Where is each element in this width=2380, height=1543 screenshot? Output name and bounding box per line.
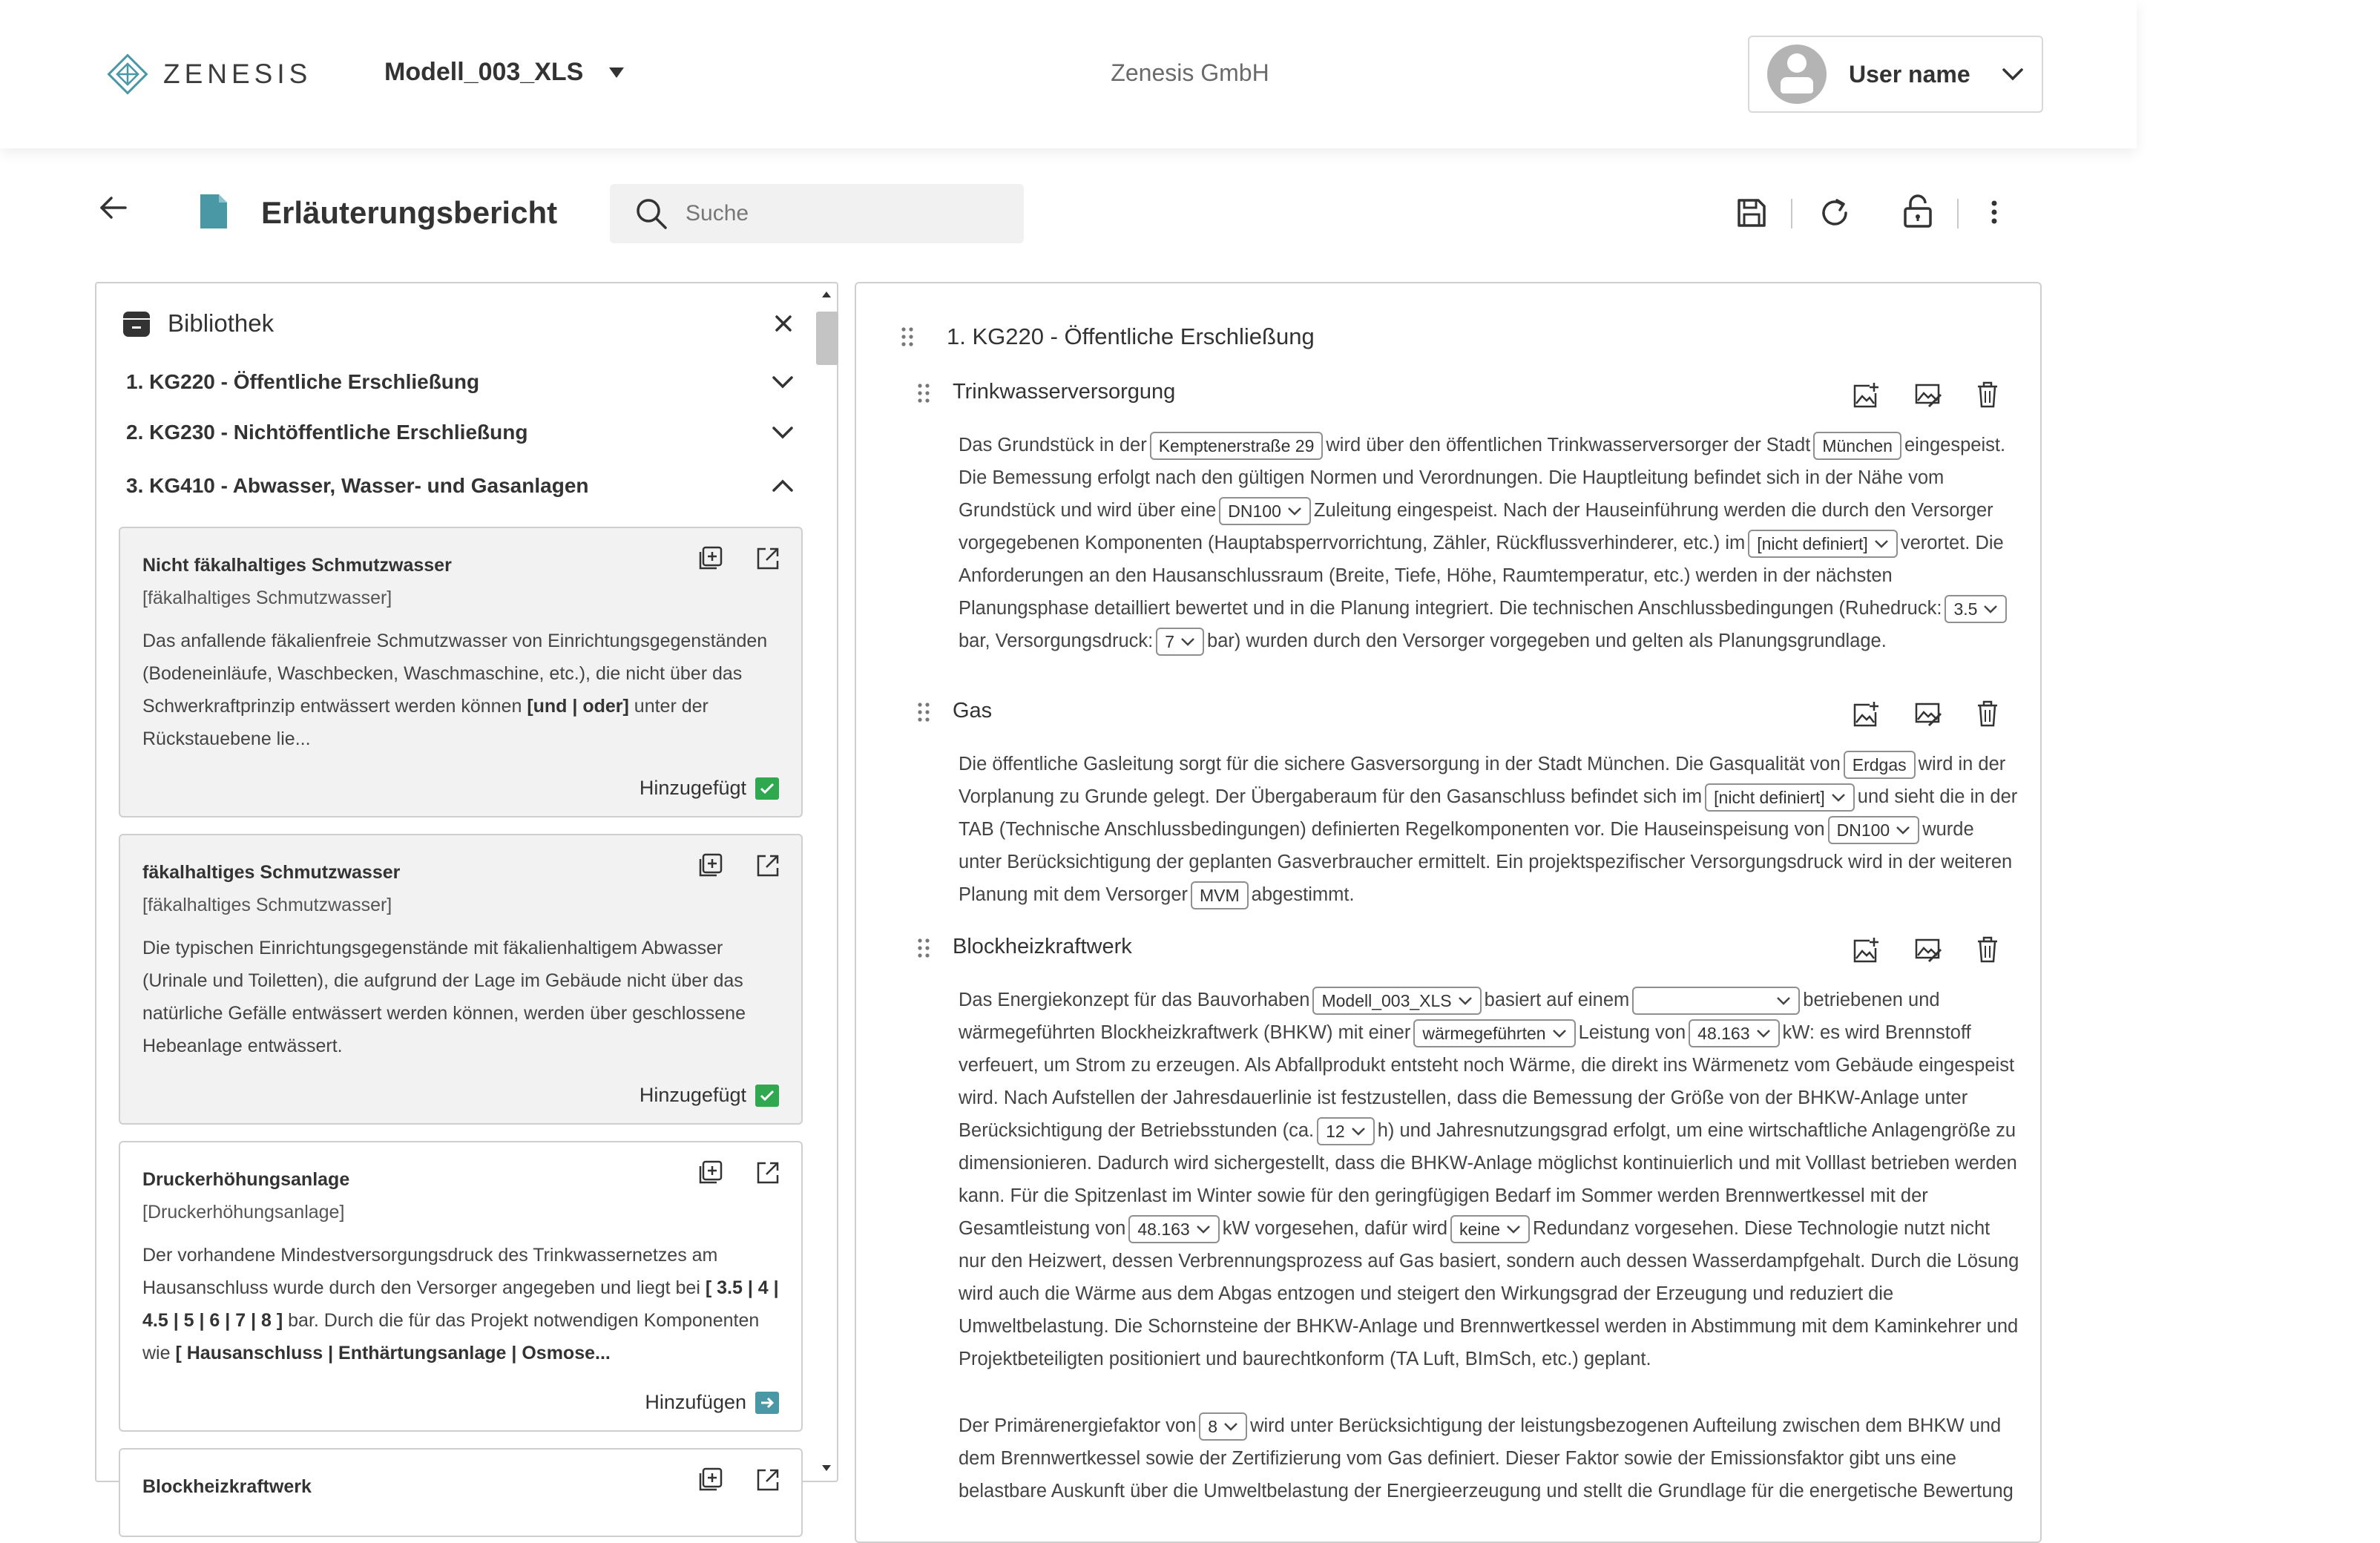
search-icon [635, 197, 668, 230]
library-card [119, 1448, 803, 1537]
back-button[interactable] [99, 196, 128, 223]
library-card [119, 834, 803, 1125]
select-chip[interactable]: DN100 [1219, 497, 1311, 525]
chevron-down-icon [1896, 826, 1910, 835]
text-chip[interactable]: Kemptenerstraße 29 [1150, 432, 1324, 460]
library-header [122, 309, 274, 338]
add-label: Hinzufügen [645, 1391, 746, 1413]
toolbar-divider [1791, 199, 1792, 228]
chevron-down-icon [1983, 605, 1998, 613]
drag-handle-icon[interactable] [901, 326, 914, 347]
toolbar-divider [1957, 199, 1959, 228]
user-name: User name [1849, 60, 1970, 88]
logo-text: ZENESIS [163, 59, 312, 89]
card-tag: [fäkalhaltiges Schmutzwasser] [142, 895, 392, 915]
external-link-icon[interactable] [755, 546, 780, 571]
block-text: Das Energiekonzept für das Bauvorhaben Modell_003_XLS basiert auf einem betriebenen und wärmegeführten Blockheizkraftwerk (BHKW) mit einer wärmegeführten Leistung von 48.163 kW: es wird Brennstoff verfeuert, um Strom zu erzeugen. Als Abfallprodukt entsteht noch Wärme, die direkt ins Wärmenetz vom Gebäude eingespeist wird. Nach Aufstellen der Jahresdauerlinie ist festzustellen, dass die Bemessung der Größe von der BHKW-Anlage unter Berücksichtigung der Betriebsstunden (ca. 12 h) und Jahresnutzungsgrad erfolgt, um eine wirtschaftliche Anlagengröße zu dimensionieren. Dadurch wird sichergestellt, dass die BHKW-Anlage möglichst kontinuierlich und mit Volllast betrieben werden kann. Für die Spitzenlast im Winter sowie für den geringfügigen Bedarf im Sommer werden Brennwertkessel mit der Gesamtleistung von 48.163 kW vorgesehen, dafür wird keine Redundanz vorgesehen. Diese Technologie nutzt nicht nur den Heizwert, dessen Verbrennungsprozess auf Gas basiert, sondern auch dessen Wasserdampfgehalt. Durch die Lösung wird auch die Wärme aus dem Abgas entzogen und steigert den Wirkungsgrad der Erzeugung und reduziert die Umweltbelastung. Die Schornsteine der BHKW-Anlage und Brennwertkessel werden in Abstimmung mit dem Kaminkehrer und Projektbeteiligten positioniert und baurechtkonform (TA Luft, BImSch, etc.) geplant. [959, 984, 2019, 1375]
empty-select-chip[interactable] [1632, 987, 1800, 1015]
chevron-down-icon [1756, 1029, 1771, 1038]
block-text: Die öffentliche Gasleitung sorgt für die sichere Gasversorgung in der Stadt München. Die Gasqualität von Erdgas wird in der Vorplanung zu Grunde gelegt. Der Übergaberaum für den Gasanschluss befindet sich im [nicht definiert] und sieht die in der TAB (Technische Anschlussbedingungen) definierten Regelkomponenten vor. Die Hauseinspeisung von DN100 wurde unter Berücksichtigung der geplanten Gasverbraucher ermittelt. Ein projektspezifischer Versorgungsdruck wird in der weiteren Planung mit dem Versorger MVM abgestimmt. [959, 748, 2019, 911]
chevron-down-icon [1874, 539, 1889, 548]
select-chip[interactable]: [nicht definiert] [1705, 783, 1855, 812]
refresh-button[interactable] [1819, 197, 1850, 232]
block-text: Das Grundstück in der Kemptenerstraße 29 wird über den öffentlichen Trinkwasserversorger der Stadt München eingespeist. Die Bemessung erfolgt nach den gültigen Normen und Verordnungen. Die Hauptleitung befindet sich in der Nähe vom Grundstück und wird über eine DN100 Zuleitung eingespeist. Nach der Hauseinführung werden die durch den Versorger vorgegebenen Komponenten (Hauptabsperrvorrichtung, Zähler, Rückflussverhinderer, etc.) im [nicht definiert] verortet. Die Anforderungen an den Hausanschlussraum (Breite, Tiefe, Höhe, Raumtemperatur, etc.) werden in der nächsten Planungsphase detailliert bewertet und in die Planung integriert. Die technischen Anschlussbedingungen (Ruhedruck: 3.5 bar, Versorgungsdruck: 7 bar) wurden durch den Versorger vorgegeben und gelten als Planungsgrundlage. [959, 429, 2019, 657]
scroll-thumb[interactable] [816, 312, 838, 365]
external-link-icon[interactable] [755, 1160, 780, 1185]
add-image-icon[interactable] [1852, 700, 1880, 728]
library-card [119, 1141, 803, 1432]
check-icon [755, 777, 779, 800]
save-button[interactable] [1736, 197, 1767, 232]
block-actions [1852, 936, 1999, 964]
text-chip[interactable]: München [1813, 432, 1901, 460]
arrow-right-icon [755, 1392, 779, 1414]
library-scrollbar[interactable] [815, 285, 837, 1481]
arrow-left-icon [99, 196, 128, 220]
save-icon [1736, 197, 1767, 228]
card-body: Das anfallende fäkalienfreie Schmutzwasser von Einrichtungsgegenständen (Bodeneinläufe, Waschbecken, Waschmaschine, etc.), die nicht über das Schwerkraftprinzip entwässert werden können [und | oder] unter der Rückstauebene lie... [142, 631, 768, 749]
chevron-down-icon [1506, 1225, 1521, 1234]
copy-add-icon[interactable] [697, 546, 723, 571]
chevron-down-icon [772, 426, 794, 439]
replace-image-icon[interactable] [1914, 936, 1942, 964]
scroll-up-icon[interactable] [821, 291, 832, 298]
block-text: Der Primärenergiefaktor von 8 wird unter Berücksichtigung der leistungsbezogenen Aufteilung zwischen dem BHKW und dem Brennwertkessel sowie der Zertifizierung vom Gas definiert. Dieser Faktor sowie der Emissionsfaktor gibt uns eine belastbare Auskunft über die Umweltbelastung der Energieerzeugung und stellt die Grundlage für die energetische Bewertung [959, 1409, 2019, 1507]
chevron-down-icon [1552, 1029, 1567, 1038]
avatar [1767, 45, 1827, 104]
block-title: Gas [953, 699, 993, 723]
select-chip[interactable]: 48.163 [1689, 1019, 1779, 1047]
page-title: Erläuterungsbericht [261, 195, 558, 230]
chevron-down-icon [1458, 996, 1473, 1005]
accordion-kg410[interactable] [126, 474, 794, 498]
replace-image-icon[interactable] [1914, 700, 1942, 728]
status-label: Hinzugefügt [639, 1084, 746, 1106]
select-chip[interactable]: DN100 [1828, 816, 1920, 844]
editor-panel [855, 282, 2042, 1543]
card-tag: [fäkalhaltiges Schmutzwasser] [142, 588, 392, 608]
copy-add-icon[interactable] [697, 1160, 723, 1185]
select-chip[interactable]: 48.163 [1128, 1215, 1219, 1243]
delete-icon[interactable] [1976, 700, 1999, 727]
card-title: Druckerhöhungsanlage [142, 1169, 350, 1190]
status-label: Hinzugefügt [639, 777, 746, 799]
chevron-down-icon [1351, 1127, 1366, 1136]
select-chip[interactable]: 3.5 [1945, 595, 2007, 623]
chevron-down-icon [1831, 793, 1846, 802]
external-link-icon[interactable] [755, 1467, 780, 1493]
model-name: Modell_003_XLS [384, 58, 584, 86]
add-image-icon[interactable] [1852, 381, 1880, 409]
refresh-icon [1819, 197, 1850, 228]
library-panel [95, 282, 838, 1497]
search-input[interactable] [686, 201, 1012, 226]
accordion-kg230[interactable] [126, 421, 794, 444]
search-box[interactable] [610, 184, 1024, 243]
chevron-down-icon [1196, 1225, 1211, 1234]
select-chip[interactable]: Modell_003_XLS [1312, 987, 1481, 1015]
select-chip[interactable]: [nicht definiert] [1748, 530, 1898, 558]
add-image-icon[interactable] [1852, 936, 1880, 964]
card-body: Der vorhandene Mindestversorgungsdruck des Trinkwassernetzes am Hausanschluss wurde durch den Versorger angegeben und liegt bei [ 3.5 | 4 | 4.5 | 5 | 6 | 7 | 8 ] bar. Durch die für das Projekt notwendigen Komponenten wie [ Hausanschluss | Enthärtungsanlage | Osmose... [142, 1245, 779, 1363]
drag-handle-icon[interactable] [917, 383, 930, 404]
close-library-button[interactable] [775, 315, 792, 336]
accordion-label: 1. KG220 - Öffentliche Erschließung [126, 370, 480, 393]
chevron-down-icon [1180, 637, 1195, 646]
check-icon [755, 1085, 779, 1107]
scroll-down-icon[interactable] [821, 1464, 832, 1472]
text-chip[interactable]: Erdgas [1844, 751, 1916, 779]
card-title: Nicht fäkalhaltiges Schmutzwasser [142, 555, 452, 576]
more-vertical-icon [1990, 197, 1999, 227]
accordion-label: 3. KG410 - Abwasser, Wasser- und Gasanlagen [126, 474, 589, 497]
card-title: fäkalhaltiges Schmutzwasser [142, 862, 401, 883]
external-link-icon[interactable] [755, 853, 780, 878]
block-actions [1852, 700, 1999, 728]
chevron-down-icon [1287, 507, 1302, 516]
archive-icon [122, 309, 151, 338]
select-chip[interactable]: keine [1450, 1215, 1530, 1243]
chevron-up-icon [772, 479, 794, 493]
accordion-kg220[interactable] [126, 370, 794, 394]
chevron-down-icon [2002, 67, 2024, 82]
close-icon [775, 315, 792, 332]
add-button[interactable] [645, 1391, 779, 1414]
delete-icon[interactable] [1976, 936, 1999, 963]
library-title: Bibliothek [168, 309, 275, 337]
select-chip[interactable]: 12 [1317, 1117, 1375, 1145]
user-menu[interactable] [1748, 36, 2043, 113]
drag-handle-icon[interactable] [917, 938, 930, 958]
top-header [0, 0, 2137, 148]
accordion-label: 2. KG230 - Nichtöffentliche Erschließung [126, 421, 528, 444]
select-chip[interactable]: 8 [1199, 1412, 1247, 1441]
block-title: Blockheizkraftwerk [953, 935, 1132, 958]
select-chip[interactable]: 7 [1156, 628, 1204, 656]
select-chip[interactable]: wärmegeführten [1413, 1019, 1575, 1047]
company-name: Zenesis GmbH [1111, 59, 1269, 86]
added-status[interactable] [640, 777, 779, 800]
section-title: 1. KG220 - Öffentliche Erschließung [947, 323, 1315, 349]
text-chip[interactable]: MVM [1191, 881, 1249, 909]
copy-add-icon[interactable] [697, 853, 723, 878]
replace-image-icon[interactable] [1914, 381, 1942, 409]
unlock-button[interactable] [1902, 194, 1933, 232]
more-options-button[interactable] [1990, 197, 1999, 231]
card-title: Blockheizkraftwerk [142, 1476, 312, 1497]
drag-handle-icon[interactable] [917, 702, 930, 723]
document-icon [199, 193, 229, 234]
card-tag: [Druckerhöhungsanlage] [142, 1202, 345, 1223]
card-body: Die typischen Einrichtungsgegenstände mit fäkalienhaltigem Abwasser (Urinale und Toiletten), die aufgrund der Lage im Gebäude nicht über das natürliche Gefälle entwässert werden können, werden über geschlossene Hebeanlage entwässert. [142, 938, 746, 1056]
chevron-down-icon [772, 375, 794, 389]
unlock-icon [1902, 194, 1933, 228]
block-title: Trinkwasserversorgung [953, 380, 1176, 404]
library-card [119, 527, 803, 817]
chevron-down-icon [1223, 1422, 1238, 1431]
added-status[interactable] [640, 1084, 779, 1107]
copy-add-icon[interactable] [697, 1467, 723, 1493]
delete-icon[interactable] [1976, 381, 1999, 408]
block-actions [1852, 381, 1999, 409]
chevron-down-icon [1776, 996, 1791, 1005]
